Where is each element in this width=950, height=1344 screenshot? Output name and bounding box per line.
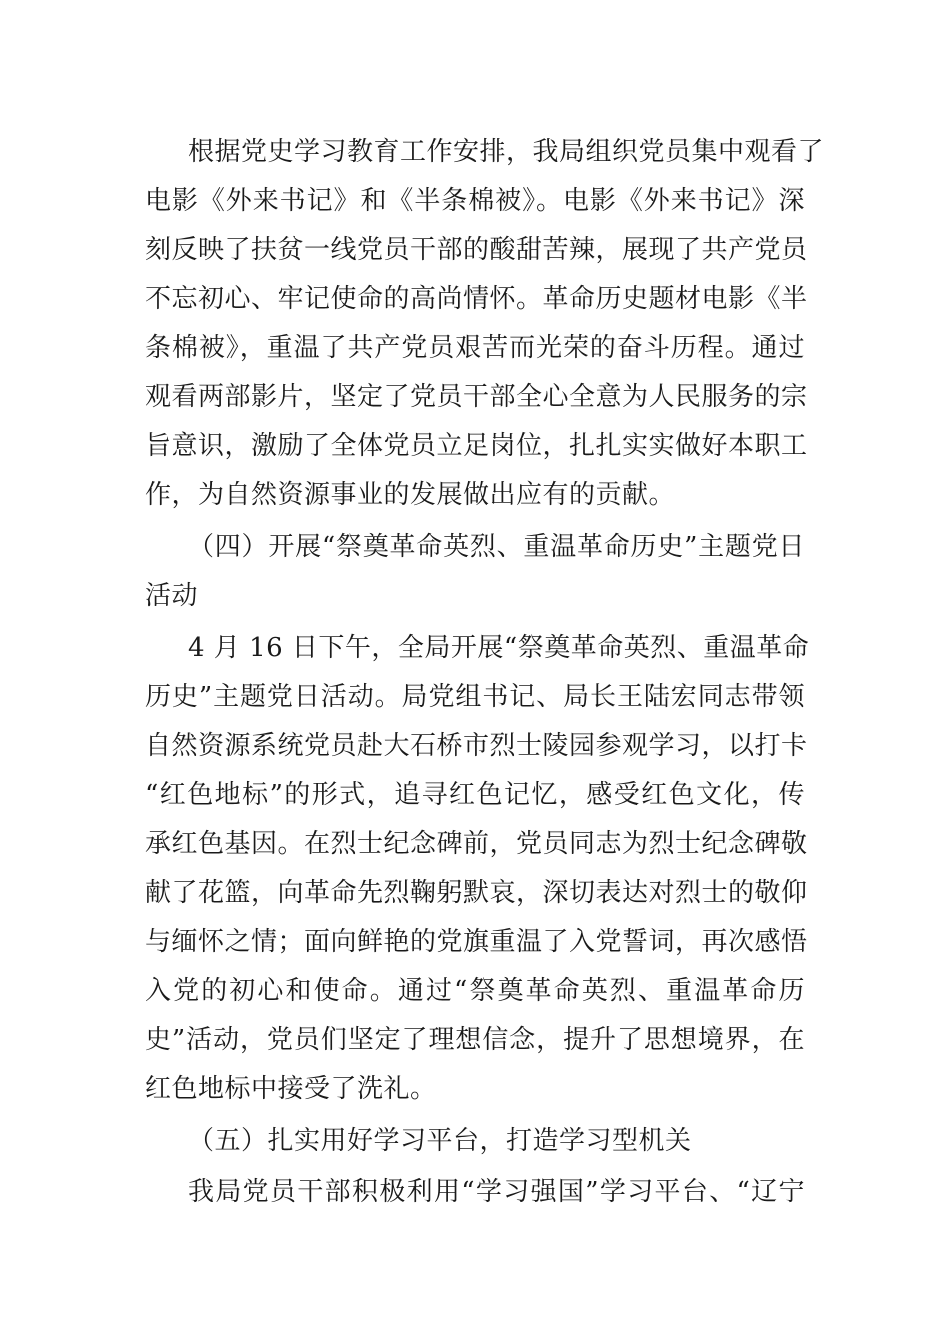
paragraph-2-line-6: 献了花篮，向革命先烈鞠躬默哀，深切表达对烈士的敬仰	[145, 878, 808, 908]
paragraph-2-line-7: 与缅怀之情；面向鲜艳的党旗重温了入党誓词，再次感悟	[145, 927, 808, 957]
paragraph-1-line-6: 观看两部影片，坚定了党员干部全心全意为人民服务的宗	[145, 382, 808, 412]
section-heading-5-line-1: （五）扎实用好学习平台，打造学习型机关	[188, 1126, 692, 1156]
paragraph-2-line-3: 自然资源系统党员赴大石桥市烈士陵园参观学习，以打卡	[145, 731, 808, 761]
paragraph-2-line-9: 史”活动，党员们坚定了理想信念，提升了思想境界，在	[145, 1025, 805, 1055]
paragraph-2-line-5: 承红色基因。在烈士纪念碑前，党员同志为烈士纪念碑敬	[145, 829, 808, 859]
paragraph-1-line-7: 旨意识，激励了全体党员立足岗位，扎扎实实做好本职工	[145, 431, 808, 461]
paragraph-2-line-8: 入党的初心和使命。通过“祭奠革命英烈、重温革命历	[145, 976, 805, 1006]
section-heading-4-line-1: （四）开展“祭奠革命英烈、重温革命历史”主题党日	[188, 532, 805, 562]
paragraph-3-line-1: 我局党员干部积极利用“学习强国”学习平台、“辽宁	[188, 1177, 805, 1207]
paragraph-1-line-8: 作，为自然资源事业的发展做出应有的贡献。	[145, 480, 676, 510]
paragraph-2-line-1: 4 月 16 日下午，全局开展“祭奠革命英烈、重温革命	[188, 633, 810, 663]
paragraph-1-line-3: 刻反映了扶贫一线党员干部的酸甜苦辣，展现了共产党员	[145, 235, 808, 265]
paragraph-2-line-2: 历史”主题党日活动。局党组书记、局长王陆宏同志带领	[145, 682, 805, 712]
paragraph-1-line-4: 不忘初心、牢记使命的高尚情怀。革命历史题材电影《半	[145, 284, 808, 314]
paragraph-1-line-1: 根据党史学习教育工作安排，我局组织党员集中观看了	[188, 137, 825, 167]
paragraph-1-line-2: 电影《外来书记》和《半条棉被》。电影《外来书记》深	[145, 186, 805, 216]
paragraph-1-line-5: 条棉被》，重温了共产党员艰苦而光荣的奋斗历程。通过	[145, 333, 805, 363]
paragraph-2-line-4: “红色地标”的形式，追寻红色记忆，感受红色文化，传	[145, 780, 805, 810]
paragraph-2-line-10: 红色地标中接受了洗礼。	[145, 1074, 437, 1104]
section-heading-4-line-2: 活动	[145, 581, 199, 611]
